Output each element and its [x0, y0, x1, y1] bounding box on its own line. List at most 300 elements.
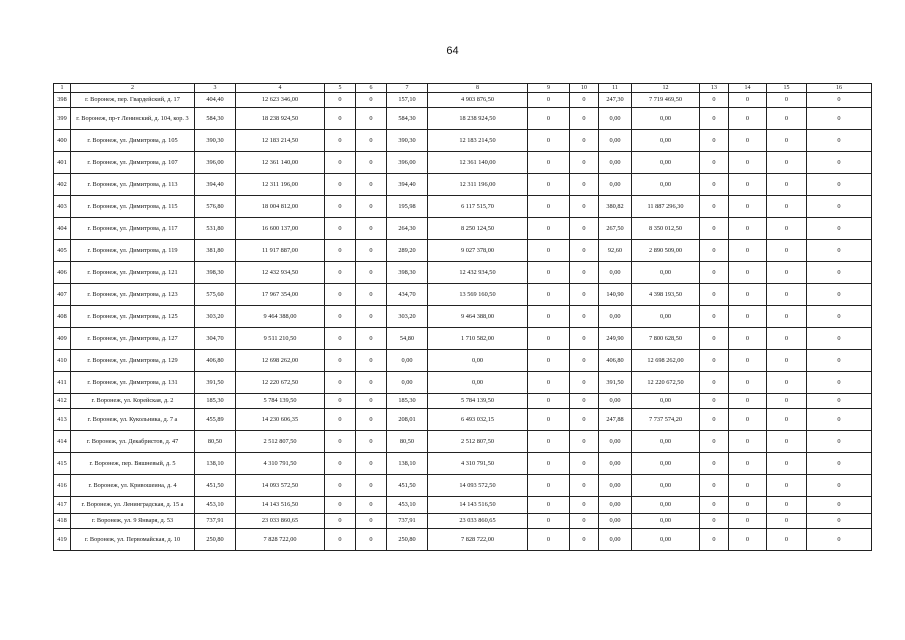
- column-number: 7: [387, 84, 428, 93]
- value-cell: 12 183 214,50: [236, 130, 325, 152]
- table-row: [54, 306, 872, 328]
- value-cell: 0: [767, 409, 807, 431]
- value-cell: 54,80: [387, 328, 428, 350]
- value-cell: 0,00: [632, 130, 700, 152]
- address-cell: г. Воронеж, пер. Вяшневый, д. 5: [71, 453, 195, 475]
- value-cell: 0,00: [599, 475, 632, 497]
- value-cell: 0,00: [632, 529, 700, 551]
- value-cell: 0: [325, 218, 356, 240]
- table-row: [54, 108, 872, 130]
- register-table: [53, 83, 872, 551]
- value-cell: 0: [528, 196, 570, 218]
- value-cell: 0: [356, 328, 387, 350]
- value-cell: 250,80: [387, 529, 428, 551]
- value-cell: 390,30: [387, 130, 428, 152]
- value-cell: 0: [325, 306, 356, 328]
- value-cell: 138,10: [195, 453, 236, 475]
- address-cell: г. Воронеж, ул. Димитрова, д. 107: [71, 152, 195, 174]
- value-cell: 2 512 807,50: [236, 431, 325, 453]
- value-cell: 0: [729, 372, 767, 394]
- value-cell: 0: [700, 93, 729, 108]
- value-cell: 9 464 388,00: [236, 306, 325, 328]
- value-cell: 391,50: [599, 372, 632, 394]
- value-cell: 5 784 139,50: [428, 394, 528, 409]
- value-cell: 0: [528, 328, 570, 350]
- value-cell: 0: [325, 514, 356, 529]
- table-row: [54, 350, 872, 372]
- column-number: 1: [54, 84, 71, 93]
- value-cell: 0: [325, 196, 356, 218]
- value-cell: 0: [356, 196, 387, 218]
- value-cell: 531,80: [195, 218, 236, 240]
- value-cell: 11 887 296,30: [632, 196, 700, 218]
- value-cell: 0: [729, 394, 767, 409]
- value-cell: 0: [807, 431, 872, 453]
- row-number-cell: 415: [54, 453, 71, 475]
- value-cell: 0,00: [599, 174, 632, 196]
- value-cell: 264,30: [387, 218, 428, 240]
- address-cell: г. Воронеж, ул. Димитрова, д. 117: [71, 218, 195, 240]
- value-cell: 23 033 860,65: [236, 514, 325, 529]
- value-cell: 0: [528, 152, 570, 174]
- value-cell: 0: [570, 262, 599, 284]
- value-cell: 247,88: [599, 409, 632, 431]
- value-cell: 0: [528, 130, 570, 152]
- address-cell: г. Воронеж, ул. Димитрова, д. 105: [71, 130, 195, 152]
- value-cell: 13 569 160,50: [428, 284, 528, 306]
- value-cell: 12 361 140,00: [428, 152, 528, 174]
- value-cell: 0: [325, 284, 356, 306]
- value-cell: 12 361 140,00: [236, 152, 325, 174]
- value-cell: 0,00: [632, 394, 700, 409]
- value-cell: 7 828 722,00: [428, 529, 528, 551]
- value-cell: 0: [700, 453, 729, 475]
- value-cell: 0: [570, 475, 599, 497]
- value-cell: 0: [528, 453, 570, 475]
- value-cell: 451,50: [195, 475, 236, 497]
- value-cell: 406,80: [599, 350, 632, 372]
- value-cell: 390,30: [195, 130, 236, 152]
- value-cell: 16 600 137,00: [236, 218, 325, 240]
- value-cell: 737,91: [387, 514, 428, 529]
- value-cell: 434,70: [387, 284, 428, 306]
- value-cell: 0: [700, 218, 729, 240]
- value-cell: 0: [356, 350, 387, 372]
- value-cell: 0: [325, 174, 356, 196]
- column-number: 8: [428, 84, 528, 93]
- value-cell: 2 512 807,50: [428, 431, 528, 453]
- value-cell: 0: [356, 262, 387, 284]
- value-cell: 0: [356, 409, 387, 431]
- row-number-cell: 401: [54, 152, 71, 174]
- value-cell: 289,20: [387, 240, 428, 262]
- row-number-cell: 414: [54, 431, 71, 453]
- value-cell: 0: [807, 284, 872, 306]
- value-cell: 0: [356, 93, 387, 108]
- value-cell: 0: [325, 372, 356, 394]
- address-cell: г. Воронеж, ул. Димитрова, д. 125: [71, 306, 195, 328]
- value-cell: 0,00: [599, 431, 632, 453]
- value-cell: 0: [356, 475, 387, 497]
- value-cell: 575,60: [195, 284, 236, 306]
- value-cell: 0: [528, 475, 570, 497]
- table-row: [54, 93, 872, 108]
- value-cell: 0: [570, 152, 599, 174]
- row-number-cell: 417: [54, 497, 71, 514]
- value-cell: 396,00: [195, 152, 236, 174]
- value-cell: 0: [729, 108, 767, 130]
- value-cell: 0: [570, 328, 599, 350]
- value-cell: 453,10: [195, 497, 236, 514]
- value-cell: 0: [807, 130, 872, 152]
- row-number-cell: 400: [54, 130, 71, 152]
- table-row: [54, 328, 872, 350]
- value-cell: 0: [356, 394, 387, 409]
- value-cell: 0: [767, 394, 807, 409]
- value-cell: 14 093 572,50: [236, 475, 325, 497]
- value-cell: 0: [729, 196, 767, 218]
- value-cell: 0,00: [599, 108, 632, 130]
- table-row: [54, 262, 872, 284]
- value-cell: 0: [528, 372, 570, 394]
- value-cell: 0: [570, 514, 599, 529]
- row-number-cell: 407: [54, 284, 71, 306]
- value-cell: 0: [528, 240, 570, 262]
- row-number-cell: 405: [54, 240, 71, 262]
- value-cell: 0: [807, 394, 872, 409]
- value-cell: 7 828 722,00: [236, 529, 325, 551]
- value-cell: 0,00: [599, 262, 632, 284]
- value-cell: 0,00: [632, 262, 700, 284]
- value-cell: 247,30: [599, 93, 632, 108]
- value-cell: 0,00: [428, 350, 528, 372]
- value-cell: 0: [356, 108, 387, 130]
- value-cell: 0: [807, 475, 872, 497]
- table-row: [54, 240, 872, 262]
- value-cell: 0: [807, 152, 872, 174]
- value-cell: 0,00: [599, 453, 632, 475]
- value-cell: 0: [528, 529, 570, 551]
- value-cell: 0: [767, 130, 807, 152]
- row-number-cell: 403: [54, 196, 71, 218]
- value-cell: 195,98: [387, 196, 428, 218]
- table-row: [54, 284, 872, 306]
- value-cell: 249,90: [599, 328, 632, 350]
- value-cell: 9 464 388,00: [428, 306, 528, 328]
- value-cell: 0: [325, 431, 356, 453]
- value-cell: 0: [700, 130, 729, 152]
- value-cell: 0: [570, 350, 599, 372]
- value-cell: 0: [807, 453, 872, 475]
- value-cell: 0: [325, 497, 356, 514]
- value-cell: 0: [807, 372, 872, 394]
- value-cell: 0: [700, 240, 729, 262]
- value-cell: 0: [700, 262, 729, 284]
- value-cell: 0: [528, 284, 570, 306]
- value-cell: 0: [356, 152, 387, 174]
- value-cell: 303,20: [387, 306, 428, 328]
- value-cell: 0: [325, 328, 356, 350]
- value-cell: 8 250 124,50: [428, 218, 528, 240]
- value-cell: 0: [325, 409, 356, 431]
- value-cell: 0: [570, 130, 599, 152]
- column-number: 11: [599, 84, 632, 93]
- address-cell: г. Воронеж, ул. Димитрова, д. 127: [71, 328, 195, 350]
- value-cell: 0: [325, 394, 356, 409]
- value-cell: 455,89: [195, 409, 236, 431]
- value-cell: 185,30: [387, 394, 428, 409]
- value-cell: 0: [528, 394, 570, 409]
- value-cell: 0: [767, 514, 807, 529]
- value-cell: 0: [729, 409, 767, 431]
- value-cell: 0: [528, 350, 570, 372]
- value-cell: 0: [356, 174, 387, 196]
- value-cell: 14 230 606,35: [236, 409, 325, 431]
- value-cell: 138,10: [387, 453, 428, 475]
- value-cell: 4 310 791,50: [428, 453, 528, 475]
- value-cell: 185,30: [195, 394, 236, 409]
- value-cell: 0: [570, 453, 599, 475]
- value-cell: 0,00: [599, 497, 632, 514]
- value-cell: 0: [807, 306, 872, 328]
- value-cell: 0: [325, 152, 356, 174]
- value-cell: 0: [528, 108, 570, 130]
- value-cell: 0: [570, 372, 599, 394]
- column-number-row: [54, 84, 872, 93]
- value-cell: 0: [700, 394, 729, 409]
- value-cell: 0: [570, 196, 599, 218]
- value-cell: 0: [570, 409, 599, 431]
- value-cell: 12 432 934,50: [236, 262, 325, 284]
- value-cell: 380,82: [599, 196, 632, 218]
- value-cell: 404,40: [195, 93, 236, 108]
- value-cell: 157,10: [387, 93, 428, 108]
- value-cell: 0: [807, 196, 872, 218]
- value-cell: 0: [729, 497, 767, 514]
- value-cell: 0: [729, 218, 767, 240]
- value-cell: 0: [700, 196, 729, 218]
- value-cell: 0: [325, 350, 356, 372]
- address-cell: г. Воронеж, ул. Декабристов, д. 47: [71, 431, 195, 453]
- value-cell: 0: [570, 284, 599, 306]
- value-cell: 12 311 196,00: [236, 174, 325, 196]
- column-number: 12: [632, 84, 700, 93]
- value-cell: 0,00: [428, 372, 528, 394]
- row-number-cell: 408: [54, 306, 71, 328]
- value-cell: 381,80: [195, 240, 236, 262]
- column-number: 14: [729, 84, 767, 93]
- value-cell: 0: [570, 394, 599, 409]
- value-cell: 0: [807, 93, 872, 108]
- value-cell: 18 238 924,50: [236, 108, 325, 130]
- value-cell: 0: [700, 174, 729, 196]
- column-number: 2: [71, 84, 195, 93]
- value-cell: 80,50: [387, 431, 428, 453]
- value-cell: 396,00: [387, 152, 428, 174]
- value-cell: 12 623 346,00: [236, 93, 325, 108]
- value-cell: 9 511 210,50: [236, 328, 325, 350]
- table-row: [54, 514, 872, 529]
- value-cell: 394,40: [387, 174, 428, 196]
- column-number: 3: [195, 84, 236, 93]
- value-cell: 12 220 672,50: [632, 372, 700, 394]
- column-number: 5: [325, 84, 356, 93]
- value-cell: 0: [356, 453, 387, 475]
- value-cell: 0,00: [632, 108, 700, 130]
- value-cell: 0: [729, 514, 767, 529]
- address-cell: г. Воронеж, пер. Гвардейский, д. 17: [71, 93, 195, 108]
- value-cell: 0: [729, 174, 767, 196]
- value-cell: 0: [807, 240, 872, 262]
- address-cell: г. Воронеж, ул. Ленинградская, д. 15 а: [71, 497, 195, 514]
- value-cell: 0: [356, 529, 387, 551]
- table-row: [54, 372, 872, 394]
- value-cell: 0: [570, 240, 599, 262]
- value-cell: 1 710 582,00: [428, 328, 528, 350]
- value-cell: 0: [729, 529, 767, 551]
- value-cell: 0: [767, 152, 807, 174]
- value-cell: 267,50: [599, 218, 632, 240]
- value-cell: 0: [570, 529, 599, 551]
- value-cell: 92,60: [599, 240, 632, 262]
- table-row: [54, 529, 872, 551]
- value-cell: 0,00: [632, 306, 700, 328]
- value-cell: 4 398 193,50: [632, 284, 700, 306]
- row-number-cell: 404: [54, 218, 71, 240]
- value-cell: 0: [325, 240, 356, 262]
- value-cell: 0: [767, 328, 807, 350]
- value-cell: 0,00: [632, 431, 700, 453]
- value-cell: 0: [807, 497, 872, 514]
- table-row: [54, 218, 872, 240]
- column-number: 16: [807, 84, 872, 93]
- value-cell: 0: [807, 514, 872, 529]
- value-cell: 303,20: [195, 306, 236, 328]
- value-cell: 0: [700, 328, 729, 350]
- address-cell: г. Воронеж, ул. Кривошеина, д. 4: [71, 475, 195, 497]
- value-cell: 7 737 574,20: [632, 409, 700, 431]
- value-cell: 0: [700, 431, 729, 453]
- value-cell: 0: [570, 218, 599, 240]
- address-cell: г. Воронеж, пр-т Ленинский, д. 104, кор. 3: [71, 108, 195, 130]
- table-row: [54, 196, 872, 218]
- table-row: [54, 409, 872, 431]
- value-cell: 0: [570, 306, 599, 328]
- value-cell: 0: [729, 262, 767, 284]
- value-cell: 0: [767, 196, 807, 218]
- value-cell: 0,00: [599, 514, 632, 529]
- value-cell: 17 967 354,00: [236, 284, 325, 306]
- value-cell: 0,00: [632, 174, 700, 196]
- value-cell: 0: [807, 328, 872, 350]
- value-cell: 0: [767, 240, 807, 262]
- value-cell: 0: [356, 306, 387, 328]
- column-number: 10: [570, 84, 599, 93]
- value-cell: 5 784 139,50: [236, 394, 325, 409]
- value-cell: 391,50: [195, 372, 236, 394]
- value-cell: 0: [767, 529, 807, 551]
- value-cell: 0: [700, 497, 729, 514]
- value-cell: 0: [767, 262, 807, 284]
- address-cell: г. Воронеж, ул. Димитрова, д. 123: [71, 284, 195, 306]
- value-cell: 18 238 924,50: [428, 108, 528, 130]
- value-cell: 0,00: [599, 394, 632, 409]
- value-cell: 0: [767, 306, 807, 328]
- value-cell: 0: [325, 475, 356, 497]
- value-cell: 0: [807, 529, 872, 551]
- value-cell: 80,50: [195, 431, 236, 453]
- value-cell: 0: [767, 93, 807, 108]
- value-cell: 14 143 516,50: [428, 497, 528, 514]
- value-cell: 398,30: [387, 262, 428, 284]
- value-cell: 0: [729, 240, 767, 262]
- value-cell: 0: [356, 431, 387, 453]
- value-cell: 4 310 791,50: [236, 453, 325, 475]
- value-cell: 0: [356, 514, 387, 529]
- value-cell: 0: [528, 174, 570, 196]
- address-cell: г. Воронеж, ул. 9 Января, д. 53: [71, 514, 195, 529]
- value-cell: 0: [729, 130, 767, 152]
- row-number-cell: 416: [54, 475, 71, 497]
- address-cell: г. Воронеж, ул. Корейская, д. 2: [71, 394, 195, 409]
- value-cell: 0: [570, 431, 599, 453]
- value-cell: 0: [807, 108, 872, 130]
- value-cell: 0: [356, 497, 387, 514]
- value-cell: 12 183 214,50: [428, 130, 528, 152]
- value-cell: 0,00: [632, 514, 700, 529]
- value-cell: 0: [807, 262, 872, 284]
- value-cell: 0: [767, 475, 807, 497]
- value-cell: 0: [767, 174, 807, 196]
- value-cell: 0: [700, 475, 729, 497]
- value-cell: 0,00: [387, 350, 428, 372]
- table-row: [54, 394, 872, 409]
- value-cell: 12 432 934,50: [428, 262, 528, 284]
- value-cell: 0: [570, 174, 599, 196]
- value-cell: 0: [528, 306, 570, 328]
- row-number-cell: 398: [54, 93, 71, 108]
- value-cell: 12 311 196,00: [428, 174, 528, 196]
- value-cell: 6 117 515,70: [428, 196, 528, 218]
- value-cell: 0: [700, 152, 729, 174]
- value-cell: 0: [528, 431, 570, 453]
- row-number-cell: 418: [54, 514, 71, 529]
- table-row: [54, 174, 872, 196]
- value-cell: 4 903 876,50: [428, 93, 528, 108]
- address-cell: г. Воронеж, ул. Димитрова, д. 131: [71, 372, 195, 394]
- column-number: 6: [356, 84, 387, 93]
- table-row: [54, 475, 872, 497]
- value-cell: 584,30: [195, 108, 236, 130]
- row-number-cell: 412: [54, 394, 71, 409]
- value-cell: 0: [356, 284, 387, 306]
- address-cell: г. Воронеж, ул. Димитрова, д. 113: [71, 174, 195, 196]
- value-cell: 250,80: [195, 529, 236, 551]
- value-cell: 0: [767, 497, 807, 514]
- value-cell: 0: [729, 328, 767, 350]
- value-cell: 398,30: [195, 262, 236, 284]
- column-number: 15: [767, 84, 807, 93]
- value-cell: 140,90: [599, 284, 632, 306]
- value-cell: 0: [356, 130, 387, 152]
- value-cell: 394,40: [195, 174, 236, 196]
- value-cell: 0,00: [387, 372, 428, 394]
- value-cell: 0: [767, 453, 807, 475]
- value-cell: 0: [767, 284, 807, 306]
- value-cell: 0: [325, 130, 356, 152]
- value-cell: 304,70: [195, 328, 236, 350]
- value-cell: 0: [325, 262, 356, 284]
